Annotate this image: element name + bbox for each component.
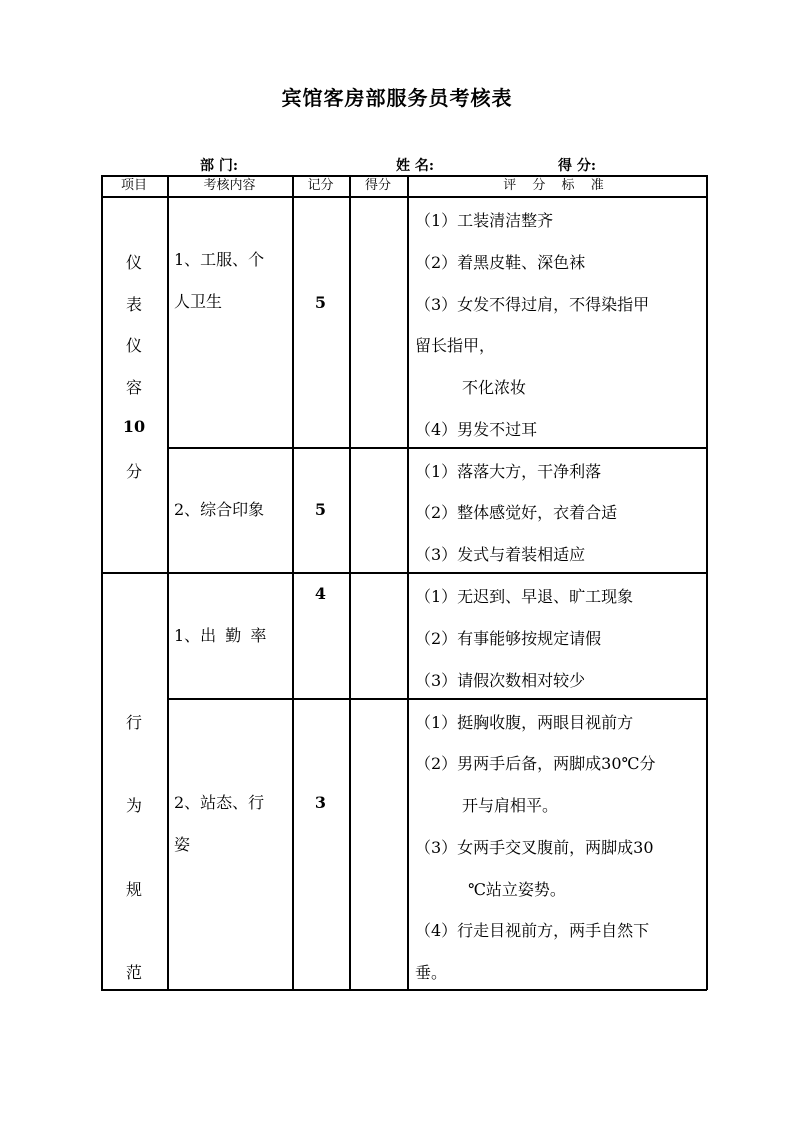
col-divider <box>167 175 169 990</box>
col-divider <box>407 175 409 990</box>
score-input[interactable] <box>350 574 406 696</box>
criteria-line: （1）工装清洁整齐 <box>415 211 554 230</box>
criteria-line: （1）无迟到、早退、旷工现象 <box>415 587 634 606</box>
page-title: 宾馆客房部服务员考核表 <box>281 86 513 110</box>
criteria-line: 垂。 <box>415 963 448 982</box>
category-char: 分 <box>125 462 142 481</box>
criteria-line: 不化浓妆 <box>462 378 527 397</box>
criteria-line: （3）女两手交叉腹前，两脚成30 <box>415 838 654 857</box>
criteria-line: （4）行走目视前方，两手自然下 <box>415 921 650 940</box>
score-input[interactable] <box>350 449 406 571</box>
category-char: 范 <box>125 963 142 982</box>
content-item: 人卫生 <box>174 292 223 311</box>
category-char: 行 <box>125 713 142 732</box>
score-label: 得 分: <box>558 158 597 174</box>
header-criteria: 评 分 标 准 <box>503 178 610 193</box>
row-divider <box>167 447 707 449</box>
points-value: 3 <box>314 793 327 812</box>
content-item: 1、工服、个 <box>174 250 265 269</box>
header-points: 记分 <box>307 178 334 193</box>
points-value: 5 <box>314 293 327 312</box>
criteria-line: （2）男两手后备，两脚成30℃分 <box>415 754 656 773</box>
department-label: 部 门: <box>200 158 239 174</box>
criteria-line: 开与肩相平。 <box>462 796 559 815</box>
name-label: 姓 名: <box>396 158 435 174</box>
criteria-line: ℃站立姿势。 <box>468 880 566 899</box>
content-item: 1、出 勤 率 <box>174 626 267 645</box>
table-border-right <box>706 175 708 990</box>
row-divider <box>167 698 707 700</box>
category-char: 表 <box>125 295 142 314</box>
category-char: 仪 <box>125 253 142 272</box>
category-char: 10 <box>122 417 146 436</box>
content-item: 姿 <box>174 835 191 854</box>
content-item: 2、站态、行 <box>174 793 265 812</box>
header-project: 项目 <box>120 178 147 193</box>
category-char: 为 <box>125 796 142 815</box>
criteria-line: （3）女发不得过肩，不得染指甲 <box>415 295 650 314</box>
points-value: 4 <box>314 584 327 603</box>
score-input[interactable] <box>350 700 406 988</box>
table-border-bottom <box>101 989 707 991</box>
criteria-line: （2）有事能够按规定请假 <box>415 629 602 648</box>
header-score: 得分 <box>364 178 391 193</box>
criteria-line: （3）发式与着装相适应 <box>415 545 586 564</box>
criteria-line: （4）男发不过耳 <box>415 420 538 439</box>
criteria-line: （2）着黑皮鞋、深色袜 <box>415 253 586 272</box>
category-char: 规 <box>125 880 142 899</box>
criteria-line: （1）挺胸收腹，两眼目视前方 <box>415 713 634 732</box>
header-row-divider <box>101 196 707 198</box>
content-item: 2、综合印象 <box>174 500 265 519</box>
header-content: 考核内容 <box>203 178 256 193</box>
points-value: 5 <box>314 500 327 519</box>
criteria-line: 留长指甲， <box>415 336 496 355</box>
criteria-line: （3）请假次数相对较少 <box>415 671 586 690</box>
category-char: 仪 <box>125 336 142 355</box>
score-input[interactable] <box>350 200 406 446</box>
criteria-line: （1）落落大方，干净利落 <box>415 462 602 481</box>
category-char: 容 <box>125 378 142 397</box>
criteria-line: （2）整体感觉好，衣着合适 <box>415 503 618 522</box>
